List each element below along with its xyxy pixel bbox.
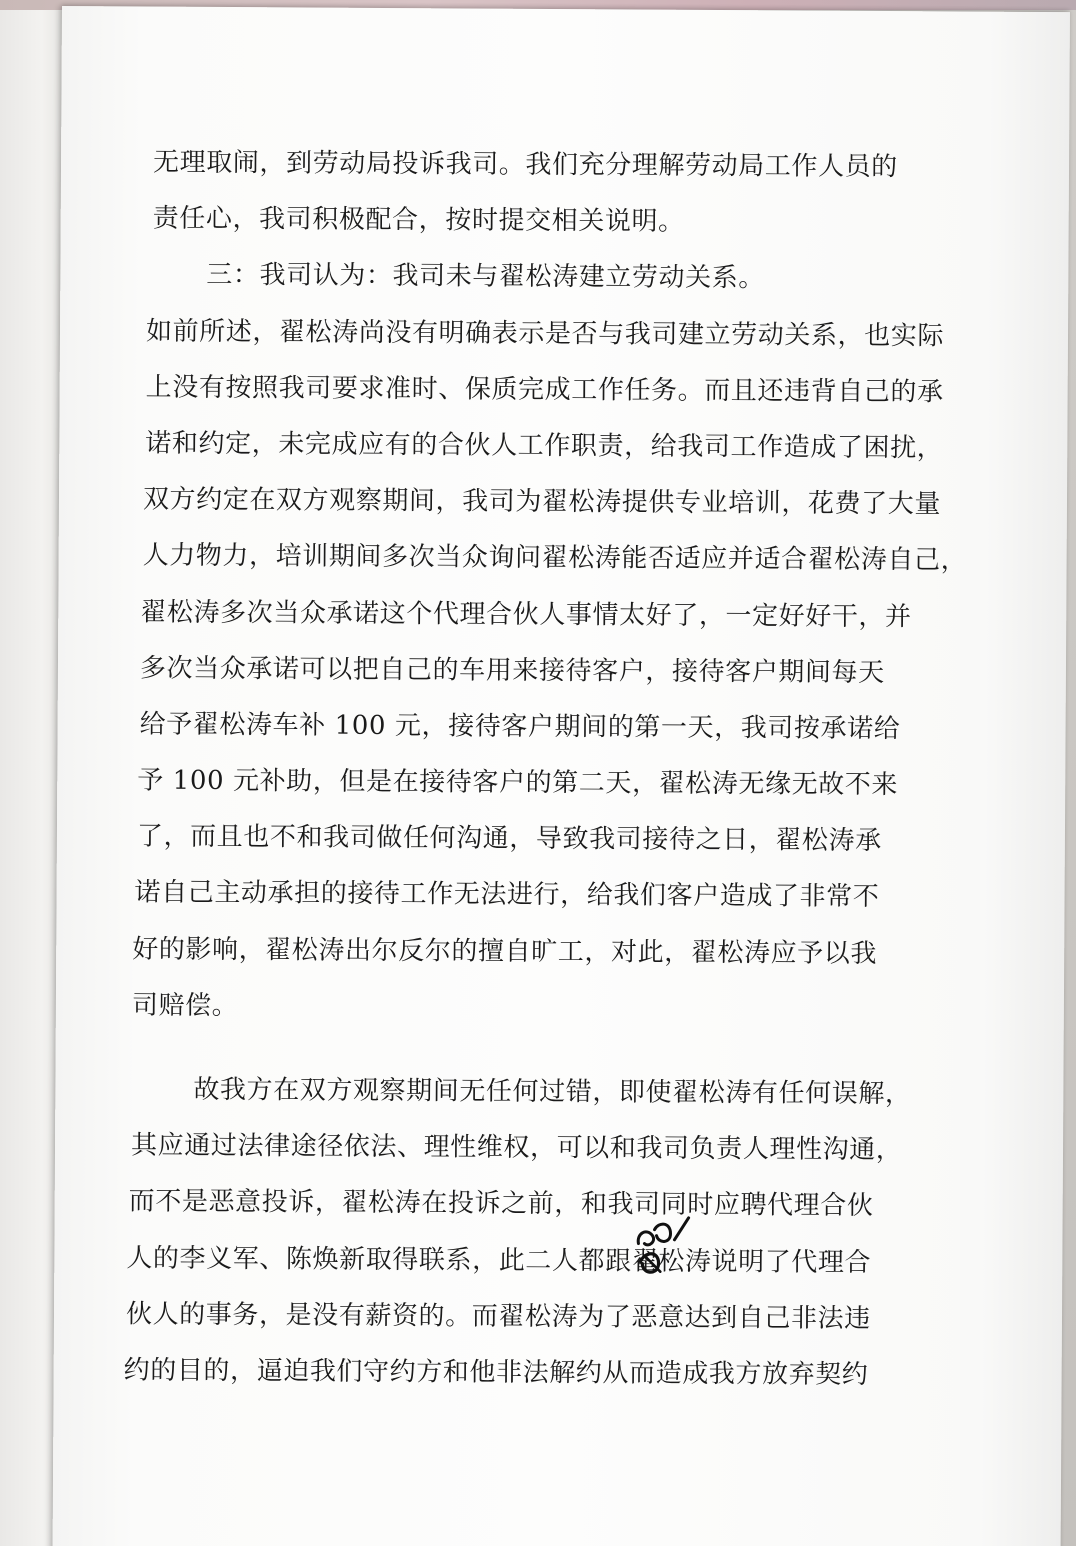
text-line: 人力物力，培训期间多次当众询问翟松涛能否适应并适合翟松涛自己， [142, 540, 968, 576]
text-line: 责任心，我司积极配合，按时提交相关说明。 [152, 203, 685, 237]
document-body [123, 135, 968, 1404]
text-line: 约的目的，逼迫我们守约方和他非法解约从而造成我方放弃契约 [123, 1355, 869, 1390]
text-line: 诺自己主动承担的接待工作无法进行，给我们客户造成了非常不 [134, 877, 880, 913]
text-line: 无理取闹，到劳动局投诉我司。我们充分理解劳动局工作人员的 [152, 147, 898, 183]
text-line: 伙人的事务，是没有薪资的。而翟松涛为了恶意达到自己非法违 [125, 1299, 871, 1334]
document-page [53, 6, 1070, 1546]
handwritten-correction-mark [630, 1209, 700, 1279]
text-line: 了，而且也不和我司做任何沟通，导致我司接待之日，翟松涛承 [136, 821, 882, 857]
text-line: 翟松涛多次当众承诺这个代理合伙人事情太好了，一定好好干，并 [140, 596, 912, 632]
text-line: 予 100 元补助，但是在接待客户的第二天，翟松涛无缘无故不来 [137, 765, 899, 801]
text-line: 而不是恶意投诉，翟松涛在投诉之前，和我司同时应聘代理合伙 [128, 1186, 874, 1222]
text-line: 如前所述，翟松涛尚没有明确表示是否与我司建立劳动关系，也实际 [145, 316, 945, 351]
text-line: 双方约定在双方观察期间，我司为翟松涛提供专业培训，花费了大量 [142, 484, 942, 520]
text-line: 故我方在双方观察期间无任何过错，即使翟松涛有任何误解， [193, 1074, 912, 1110]
text-line: 其应通过法律途径依法、理性维权，可以和我司负责人理性沟通， [130, 1130, 903, 1166]
text-line: 给予翟松涛车补 100 元，接待客户期间的第一天，我司按承诺给 [139, 709, 901, 745]
text-line: 诺和约定，未完成应有的合伙人工作职责，给我司工作造成了困扰， [145, 428, 944, 464]
text-line: 人的李义军、陈焕新取得联系，此二人都跟翟松涛说明了代理合 [126, 1242, 872, 1278]
text-line: 上没有按照我司要求准时、保质完成工作任务。而且还违背自己的承 [145, 372, 944, 408]
text-line: 多次当众承诺可以把自己的车用来接待客户，接待客户期间每天 [139, 653, 885, 688]
text-line: 司赔偿。 [131, 990, 239, 1021]
text-line: 好的影响，翟松涛出尔反尔的擅自旷工，对此，翟松涛应予以我 [132, 934, 878, 969]
section-heading: 三：我司认为：我司未与翟松涛建立劳动关系。 [206, 260, 766, 294]
